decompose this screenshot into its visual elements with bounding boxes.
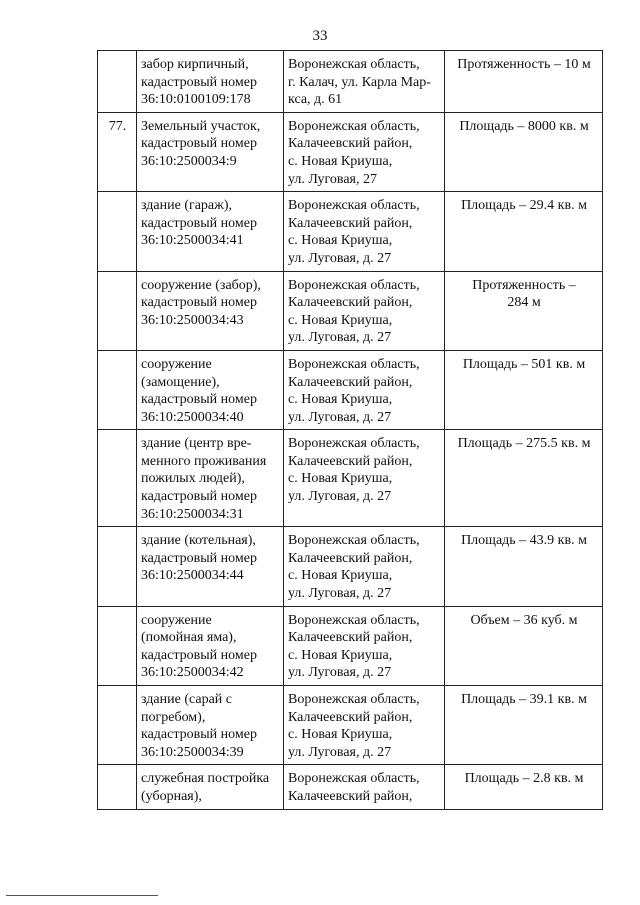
footnote-divider (6, 895, 158, 896)
address-cell: Воронежская область, Калачеевский район, (284, 765, 445, 809)
table-row (98, 112, 603, 191)
characteristic-cell: Площадь – 29.4 кв. м (445, 192, 603, 271)
address-cell: Воронежская область, Калачеевский район, с. Новая Криуша, ул. Луговая, д. 27 (284, 192, 445, 271)
characteristic-cell: Протяженность – 284 м (445, 271, 603, 350)
row-number-cell (98, 430, 137, 527)
page-number: 33 (312, 28, 328, 44)
table-row (98, 271, 603, 350)
characteristic-cell: Протяженность – 10 м (445, 51, 603, 113)
row-number-cell (98, 192, 137, 271)
characteristic-cell: Площадь – 275.5 кв. м (445, 430, 603, 527)
table-row (98, 430, 603, 527)
row-number-cell (98, 527, 137, 606)
table-row (98, 192, 603, 271)
characteristic-cell: Объем – 36 куб. м (445, 606, 603, 685)
object-name-cell: здание (сарай с погребом), кадастровый номер 36:10:2500034:39 (137, 686, 284, 765)
table-row (98, 527, 603, 606)
object-name-cell: Земельный участок, кадастровый номер 36:10:2500034:9 (137, 112, 284, 191)
object-name-cell: служебная постройка (уборная), (137, 765, 284, 809)
address-cell: Воронежская область, Калачеевский район, с. Новая Криуша, ул. Луговая, д. 27 (284, 430, 445, 527)
object-name-cell: здание (котельная), кадастровый номер 36:10:2500034:44 (137, 527, 284, 606)
characteristic-cell: Площадь – 501 кв. м (445, 350, 603, 429)
address-cell: Воронежская область, Калачеевский район, с. Новая Криуша, ул. Луговая, д. 27 (284, 527, 445, 606)
row-number-cell (98, 765, 137, 809)
property-table (97, 50, 603, 810)
table-row (98, 686, 603, 765)
object-name-cell: здание (центр вре- менного проживания пожилых людей), кадастровый номер 36:10:2500034:31 (137, 430, 284, 527)
table-row (98, 51, 603, 113)
address-cell: Воронежская область, Калачеевский район, с. Новая Криуша, ул. Луговая, д. 27 (284, 606, 445, 685)
characteristic-cell: Площадь – 2.8 кв. м (445, 765, 603, 809)
row-number-cell (98, 271, 137, 350)
row-number-cell: 77. (98, 112, 137, 191)
row-number-cell (98, 606, 137, 685)
table-row (98, 606, 603, 685)
object-name-cell: сооружение (замощение), кадастровый номер 36:10:2500034:40 (137, 350, 284, 429)
table-row (98, 350, 603, 429)
row-number-cell (98, 51, 137, 113)
object-name-cell: сооружение (забор), кадастровый номер 36:10:2500034:43 (137, 271, 284, 350)
address-cell: Воронежская область, г. Калач, ул. Карла Мар- кса, д. 61 (284, 51, 445, 113)
table-row (98, 765, 603, 809)
address-cell: Воронежская область, Калачеевский район, с. Новая Криуша, ул. Луговая, д. 27 (284, 271, 445, 350)
object-name-cell: сооружение (помойная яма), кадастровый номер 36:10:2500034:42 (137, 606, 284, 685)
address-cell: Воронежская область, Калачеевский район, с. Новая Криуша, ул. Луговая, 27 (284, 112, 445, 191)
object-name-cell: забор кирпичный, кадастровый номер 36:10:0100109:178 (137, 51, 284, 113)
characteristic-cell: Площадь – 39.1 кв. м (445, 686, 603, 765)
row-number-cell (98, 350, 137, 429)
characteristic-cell: Площадь – 43.9 кв. м (445, 527, 603, 606)
address-cell: Воронежская область, Калачеевский район, с. Новая Криуша, ул. Луговая, д. 27 (284, 686, 445, 765)
characteristic-cell: Площадь – 8000 кв. м (445, 112, 603, 191)
row-number-cell (98, 686, 137, 765)
object-name-cell: здание (гараж), кадастровый номер 36:10:2500034:41 (137, 192, 284, 271)
address-cell: Воронежская область, Калачеевский район, с. Новая Криуша, ул. Луговая, д. 27 (284, 350, 445, 429)
